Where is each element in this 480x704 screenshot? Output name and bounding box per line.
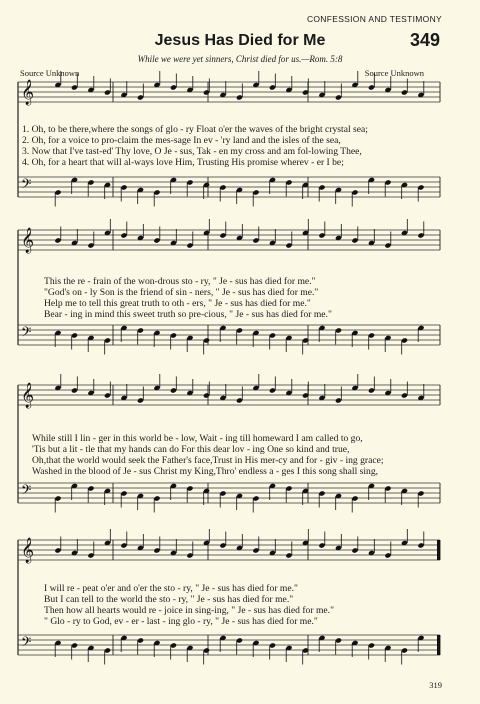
bass-clef-icon: 𝄢 — [21, 176, 32, 195]
verse-line: 'Tis but a lit - tle that my hands can do For this dear lov - ing One so kind and true, — [32, 444, 350, 455]
words-credit: Source Unknown — [20, 68, 80, 78]
verse-line: " Glo - ry to God, ev - er - last - ing glo - ry, " Je - sus has died for me." — [44, 616, 318, 627]
verse-line: 3. Now that I've tast-ed' Thy love, O Je - sus, Tak - en my cross and am fol-lowing Thee, — [22, 146, 362, 157]
page-number: 319 — [429, 680, 442, 690]
verse-line: Washed in the blood of Je - sus Christ my King,Thro' endless a - ges I this song shall sing, — [32, 466, 379, 477]
bass-clef-icon: 𝄢 — [21, 324, 32, 343]
treble-clef-icon: 𝄞 — [21, 538, 35, 563]
scripture-epigraph: While we were yet sinners, Christ died for us.—Rom. 5:8 — [137, 54, 343, 64]
bass-clef-icon: 𝄢 — [21, 482, 32, 501]
verse-line: I will re - peat o'er and o'er the sto - ry, " Je - sus has died for me." — [44, 583, 298, 594]
final-bar-line — [437, 635, 440, 655]
verse-line: Then how all hearts would re - joice in sing-ing, " Je - sus has died for me." — [44, 605, 334, 616]
verse-line: 4. Oh, for a heart that will al-ways love Him, Trusting His promise wherev - er I be; — [22, 157, 344, 168]
verse-line: While still I lin - ger in this world be - low, Wait - ing till homeward I am called to go, — [32, 433, 363, 444]
verse-line: Oh,that the world would seek the Father's face,Trust in His mer-cy and for - giv - ing grace; — [32, 455, 384, 466]
section-heading: CONFESSION AND TESTIMONY — [306, 14, 442, 24]
bass-clef-icon: 𝄢 — [21, 634, 32, 653]
verse-line: Help me to tell this great truth to oth - ers, " Je - sus has died for me." — [44, 298, 311, 309]
verse-line: 2. Oh, for a voice to pro-claim the mes-sage In ev - 'ry land and the isles of the sea, — [22, 135, 341, 146]
verse-line: "God's on - ly Son is the friend of sin - ners, " Je - sus has died for me." — [44, 287, 319, 298]
treble-clef-icon: 𝄞 — [21, 80, 35, 105]
treble-clef-icon: 𝄞 — [21, 228, 35, 253]
hymn-number: 349 — [409, 30, 440, 50]
music-credit: Source Unknown — [364, 68, 424, 78]
verse-line: This the re - frain of the won-drous sto - ry, " Je - sus has died for me." — [44, 276, 316, 287]
verse-line: Bear - ing in mind this sweet truth so pre-cious, " Je - sus has died for me." — [44, 309, 332, 320]
hymn-title: Jesus Has Died for Me — [154, 32, 326, 49]
treble-clef-icon: 𝄞 — [21, 383, 35, 408]
verse-line: 1. Oh, to be there,where the songs of glo - ry Float o'er the waves of the bright crystal sea; — [22, 124, 368, 135]
final-bar-line — [437, 540, 440, 560]
verse-line: But I can tell to the world the sto - ry, " Je - sus has died for me." — [44, 594, 294, 605]
